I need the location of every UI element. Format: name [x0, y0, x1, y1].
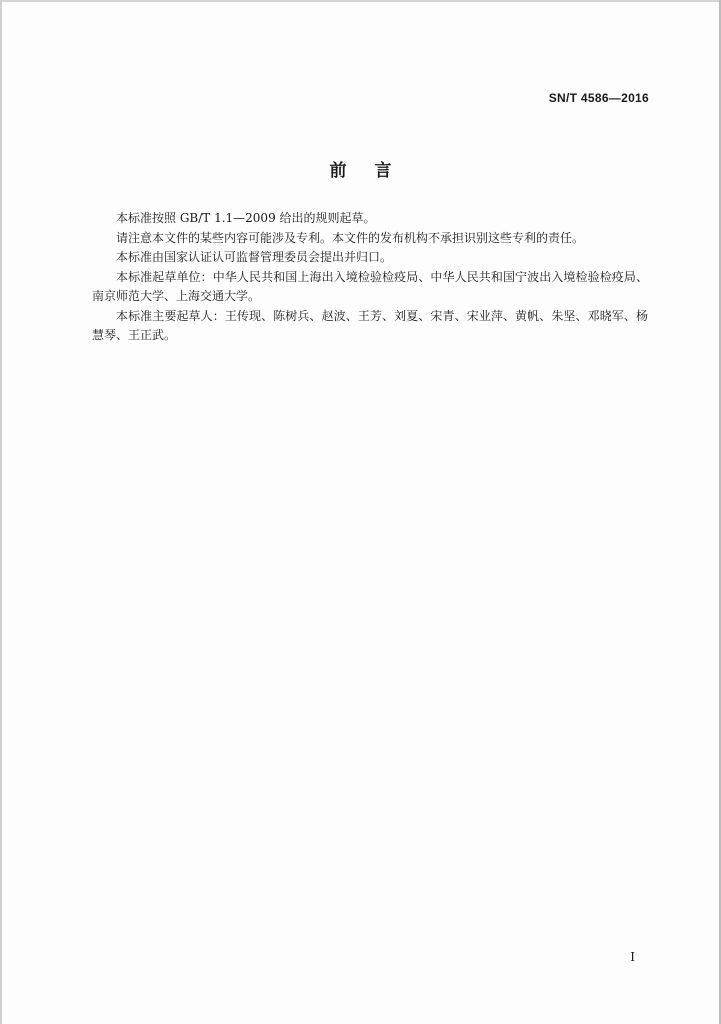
title-char-1: 前 — [329, 161, 347, 181]
paragraph-proposer: 本标准由国家认证认可监督管理委员会提出并归口。 — [116, 250, 393, 264]
page-title — [0, 156, 721, 181]
paragraph-drafters: 本标准主要起草人：王传现、陈树兵、赵波、王芳、刘夏、宋青、宋业萍、黄帆、朱坚、邓晓军、杨慧琴、王正武。 — [92, 308, 648, 342]
page-number: I — [630, 950, 635, 964]
paragraph-drafting-rules: 本标准按照 GB/T 1.1—2009 给出的规则起草。 — [116, 211, 376, 225]
foreword-body — [92, 209, 648, 346]
scan-edge-top — [0, 0, 721, 2]
paragraph-drafting-units: 本标准起草单位：中华人民共和国上海出入境检验检疫局、中华人民共和国宁波出入境检验检疫局、南京师范大学、上海交通大学。 — [92, 269, 648, 303]
standard-code: SN/T 4586—2016 — [548, 91, 649, 105]
title-char-2: 言 — [374, 161, 392, 181]
paragraph-patent-notice: 请注意本文件的某些内容可能涉及专利。本文件的发布机构不承担识别这些专利的责任。 — [116, 230, 585, 245]
scan-edge-left — [0, 0, 2, 1024]
